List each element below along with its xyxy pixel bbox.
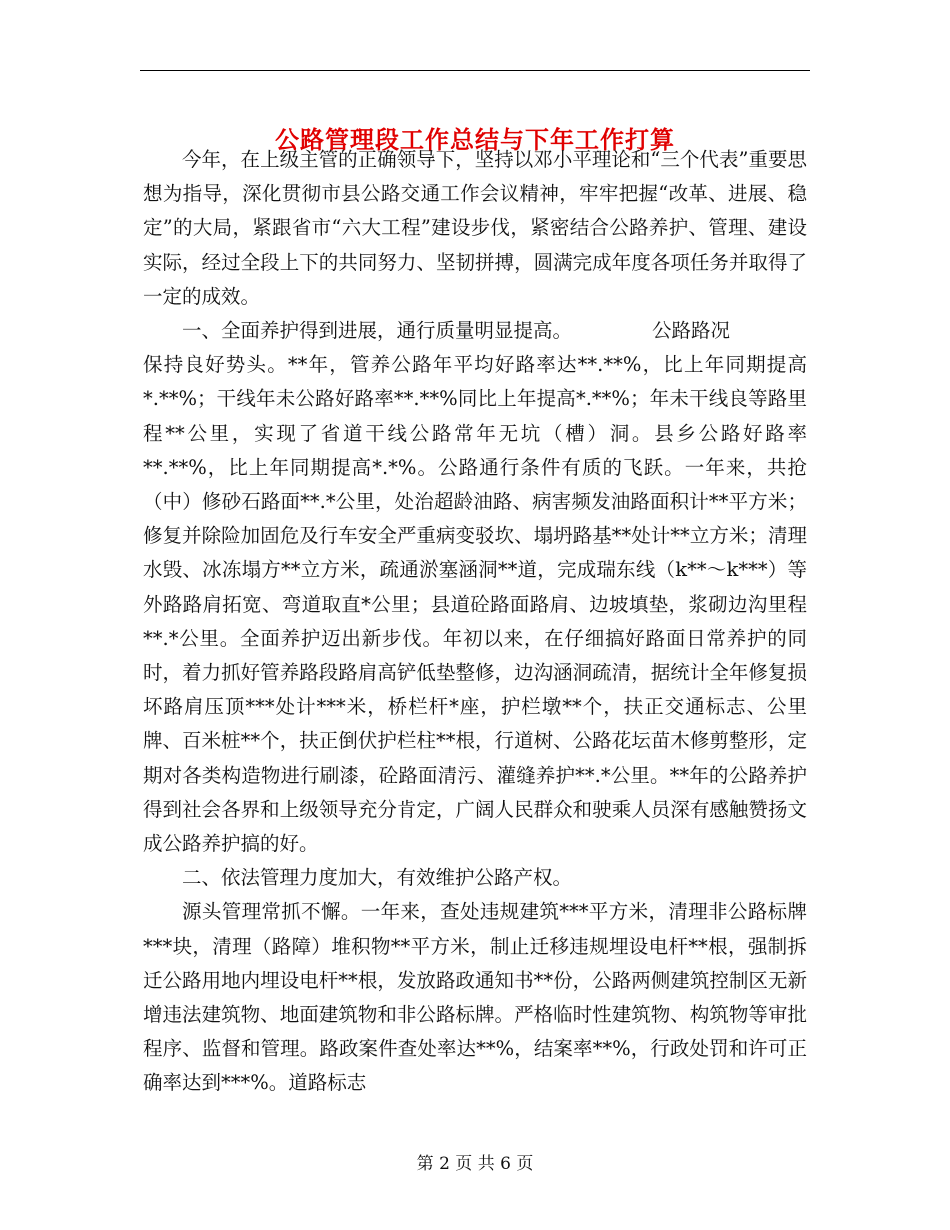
document-body — [143, 143, 807, 1101]
paragraph-section-one-body: 保持良好势头。**年，管养公路年平均好路率达**.**%，比上年同期提高*.**%；干线年未公路好路率**.**%同比上年提高*.**%；年未干线良等路里程**公里，实现了省道干线公路常年无坑（槽）洞。县乡公路好路率**.**%，比上年同期提高*.*%。公路通行条件有质的飞跃。一年来，共抢（中）修砂石路面**.*公里，处治超龄油路、病害频发油路面积计**平方米；修复并除险加固危及行车安全严重病变驳坎、塌坍路基**处计**立方米；清理水毁、冰冻塌方**立方米，疏通淤塞涵洞**道，完成瑞东线（k**～k***）等外路路肩拓宽、弯道取直*公里；县道砼路面路肩、边坡填垫，浆砌边沟里程**.*公里。全面养护迈出新步伐。年初以来，在仔细搞好路面日常养护的同时，着力抓好管养路段路肩高铲低垫整修，边沟涵洞疏清，据统计全年修复损坏路肩压顶***处计***米，桥栏杆*座，护栏墩**个，扶正交通标志、公里牌、百米桩**个，扶正倒伏护栏柱**根，行道树、公路花坛苗木修剪整形，定期对各类构造物进行刷漆，砼路面清污、灌缝养护**.*公里。**年的公路养护得到社会各界和上级领导充分肯定，广阔人民群众和驶乘人员深有感触赞扬文成公路养护搞的好。 — [143, 353, 807, 856]
paragraph-section-two-body: 源头管理常抓不懈。一年来，查处违规建筑***平方米，清理非公路标牌***块，清理（路障）堆积物**平方米，制止迁移违规埋设电杆**根，强制拆迁公路用地内埋设电杆**根，发放路政通知书**份，公路两侧建筑控制区无新增违法建筑物、地面建筑物和非公路标牌。严格临时性建筑物、构筑物等审批程序、监督和管理。路政案件查处率达**%，结案率**%，行政处罚和许可正确率达到***%。道路标志 — [143, 900, 807, 1095]
footer-total-pages: 6 — [500, 1154, 511, 1174]
paragraph-section-two-heading: 二、依法管理力度加大，有效维护公路产权。 — [182, 866, 573, 890]
paragraph-intro: 今年，在上级主管的正确领导下，坚持以邓小平理论和“三个代表”重要思想为指导，深化贯彻市县公路交通工作会议精神，牢牢把握“改革、进展、稳定”的大局，紧跟省市“六大工程”建设步伐，紧密结合公路养护、管理、建设实际，经过全段上下的共同努力、坚韧拼搏，圆满完成年度各项任务并取得了一定的成效。 — [143, 148, 807, 308]
footer-suffix: 页 — [516, 1154, 534, 1174]
document-title: 公路管理段工作总结与下年工作打算 — [275, 125, 675, 155]
page-footer — [0, 1152, 950, 1176]
footer-page-number: 2 — [439, 1154, 450, 1174]
header-rule — [140, 70, 810, 71]
section-one-heading: 一、全面养护得到进展，通行质量明显提高。 — [182, 319, 573, 343]
footer-middle: 页 共 — [455, 1154, 495, 1174]
paragraph-section-one-heading — [143, 314, 807, 348]
section-one-lead: 公路路况 — [652, 319, 731, 343]
footer-prefix: 第 — [416, 1154, 434, 1174]
